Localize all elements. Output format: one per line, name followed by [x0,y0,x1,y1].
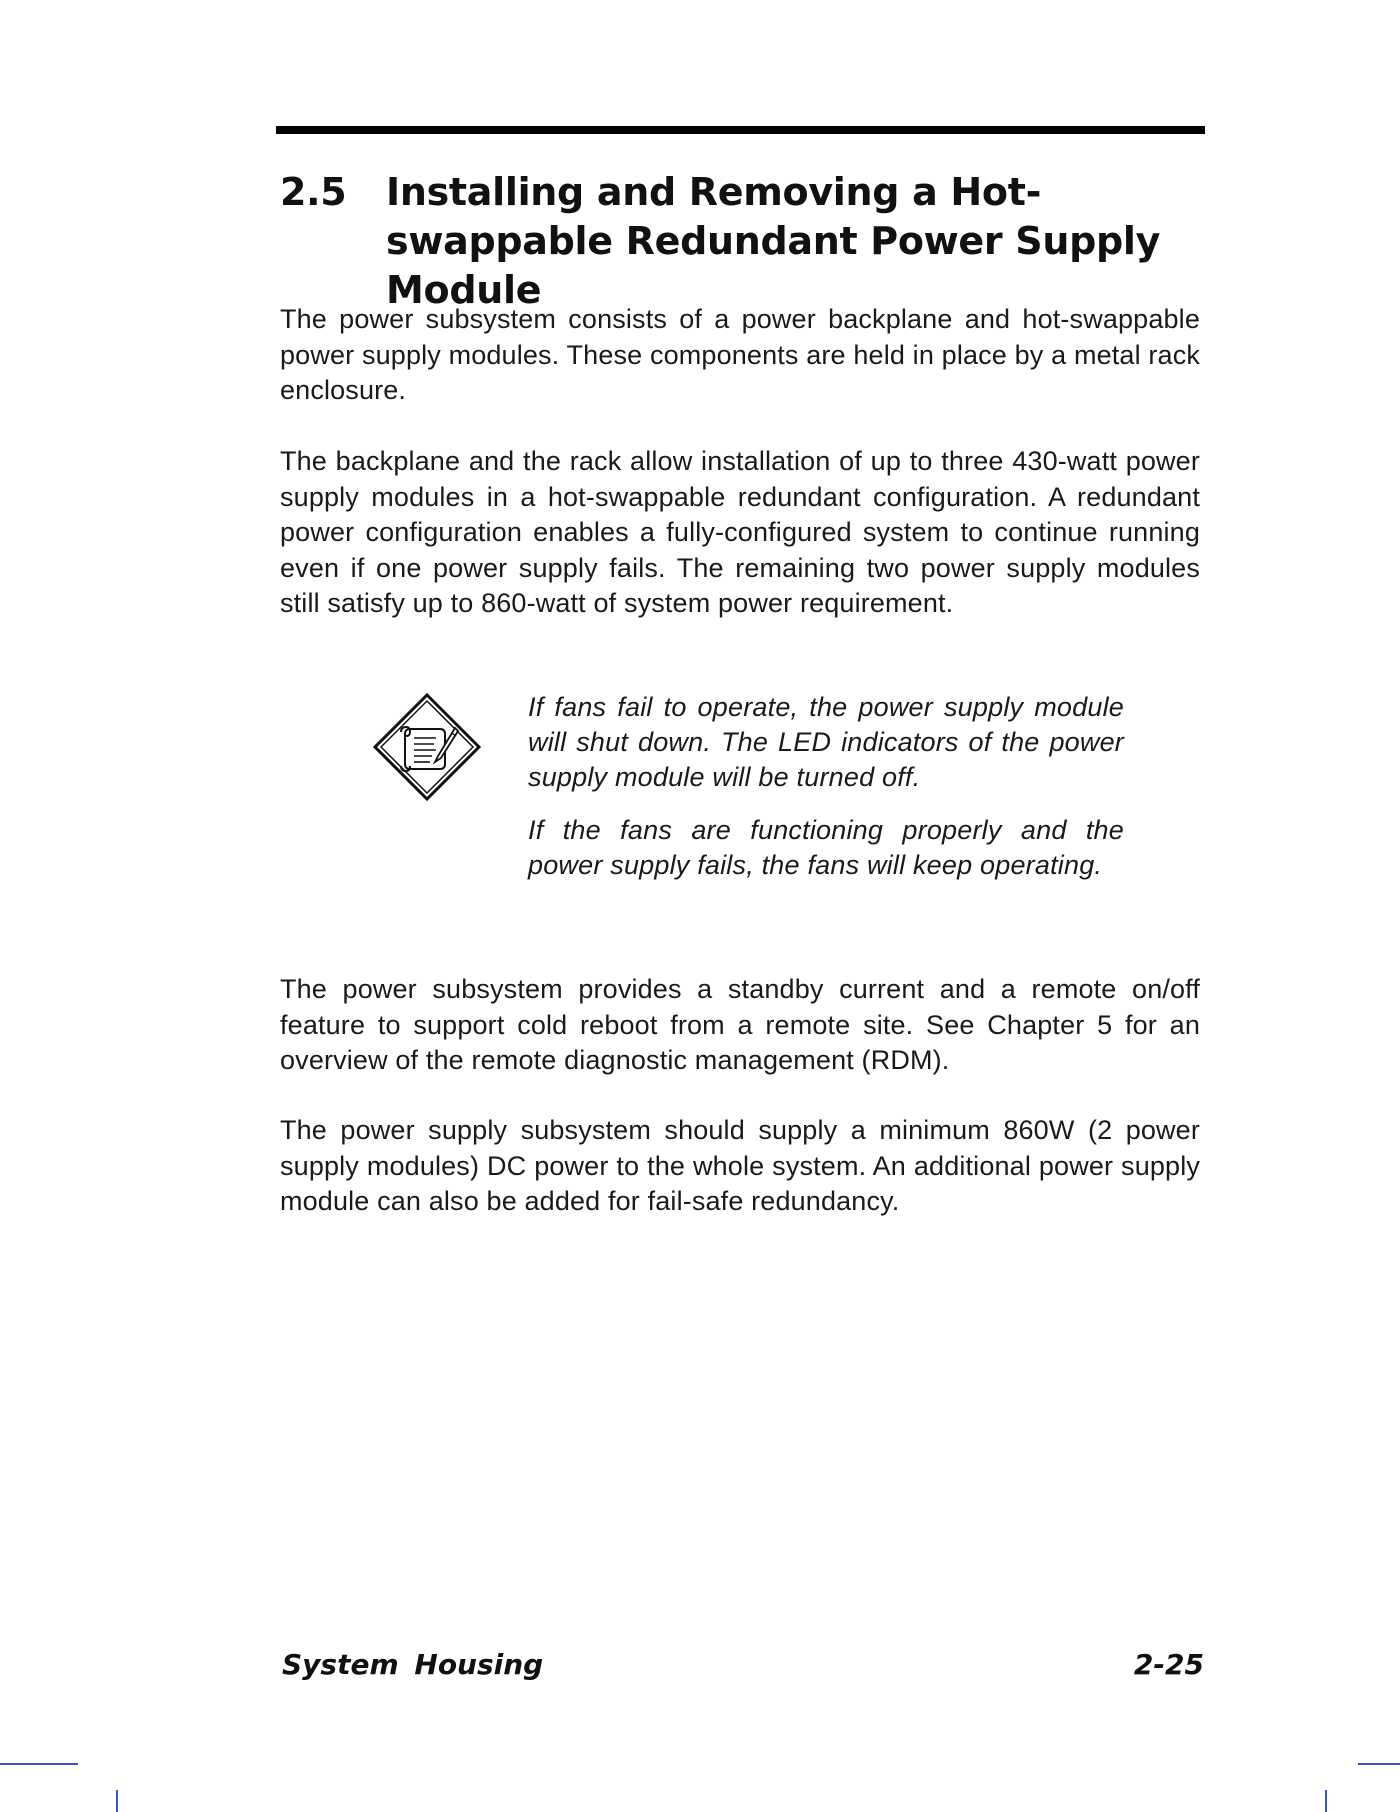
top-rule [276,126,1205,134]
body-paragraph: The power subsystem provides a standby current and a remote on/off feature to support cold reboot from a remote site. See Chapter 5 for an overview of the remote diagnostic management (RDM). [280,974,1200,1075]
crop-mark [0,1763,78,1765]
crop-mark [1325,1790,1327,1812]
body-paragraph: The power subsystem consists of a power backplane and hot-swappable power supply modules. These components are held in place by a metal rack enclosure. [280,304,1200,405]
section-number: 2.5 [280,170,347,214]
footer-page-number: 2-25 [1133,1648,1204,1681]
body-paragraph: The backplane and the rack allow installation of up to three 430-watt power supply modules in a hot-swappable redundant configuration. A redundant power configuration enables a fully-configured system to continue running even if one power supply fails. The remaining two power supply modules still satisfy up to 860-watt of system power requirement. [280,446,1200,618]
note-text: If the fans are functioning properly and the power supply fails, the fans will keep operating. [528,815,1124,880]
note-text: If fans fail to operate, the power supply module will shut down. The LED indicators of the power supply module will be turned off. [528,692,1124,792]
footer-chapter-title: System Housing [282,1648,544,1681]
note-scroll-icon [372,692,482,802]
crop-mark [116,1790,118,1812]
body-paragraph: The power supply subsystem should supply a minimum 860W (2 power supply modules) DC power to the whole system. An additional power supply module can also be added for fail-safe redundancy. [280,1115,1200,1216]
crop-mark [1358,1763,1400,1765]
section-title: Installing and Removing a Hot-swappable Redundant Power Supply Module [386,170,1161,312]
